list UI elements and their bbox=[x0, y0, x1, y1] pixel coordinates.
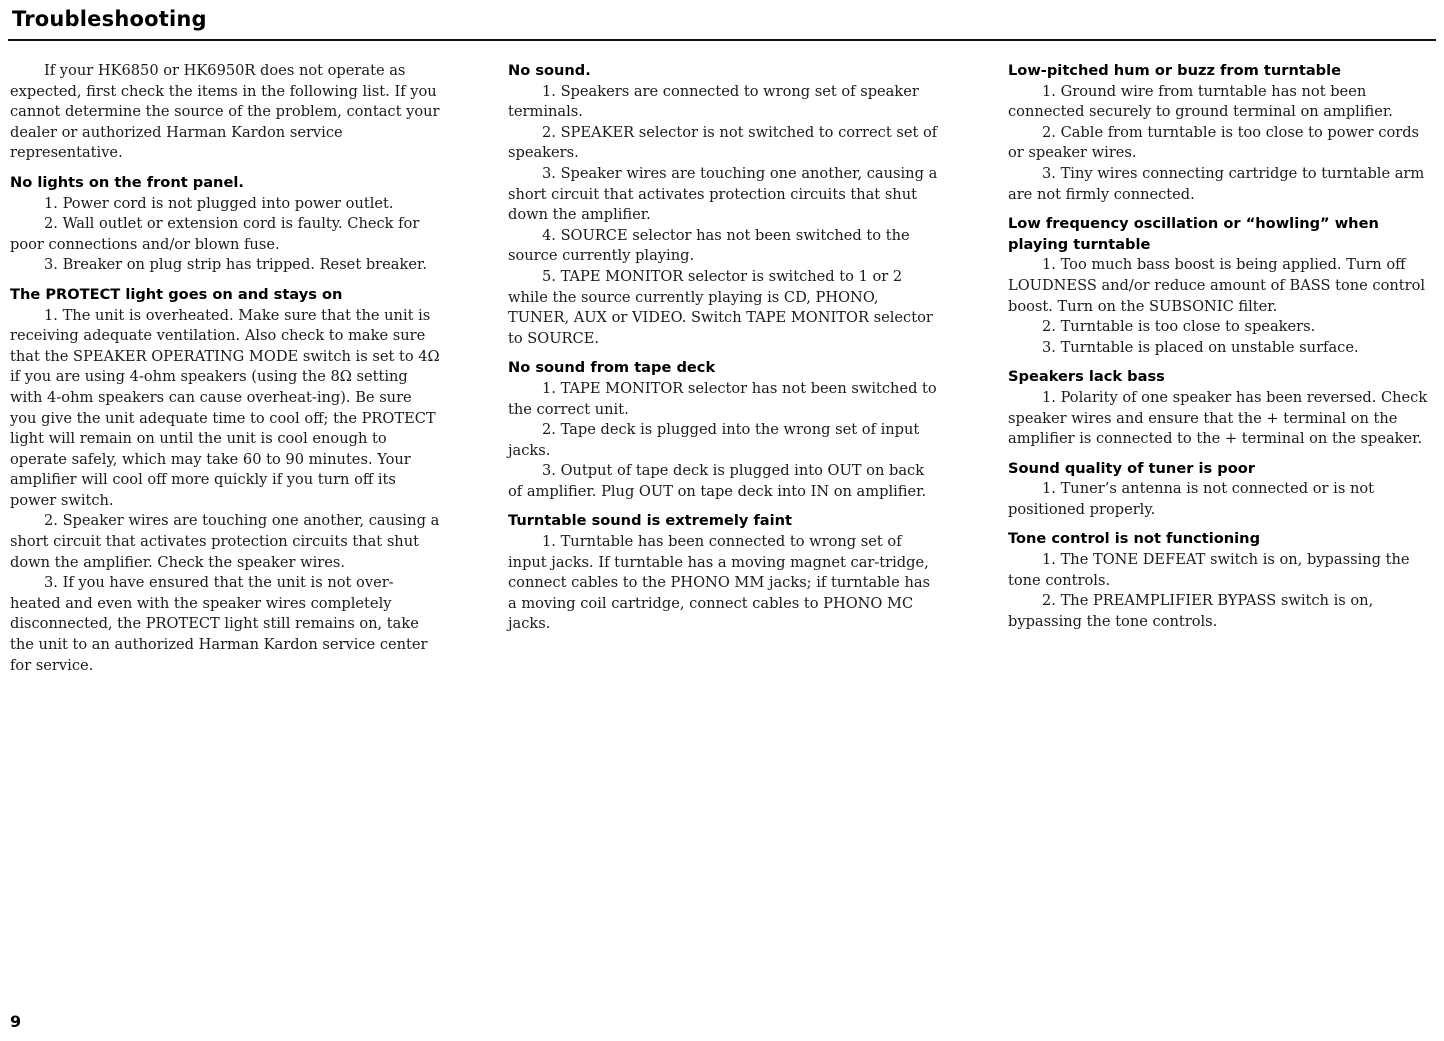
section-heading-protect-light: The PROTECT light goes on and stays on bbox=[10, 285, 343, 303]
list-item: 1. The unit is overheated. Make sure that the unit is receiving adequate ventilation. Also check to make sure that the SPEAKER OPERATING MODE switch is set to 4Ω if you are using 4-ohm speakers (using the 8Ω setting with 4-ohm speakers can cause overheat-ing). Be sure you give the unit adequate time to cool off; the PROTECT light will remain on until the unit is cool enough to operate safely, which may take 60 to 90 minutes. Your amplifier will cool off more quickly if you turn off its power switch. bbox=[10, 306, 440, 509]
list-item: 3. Tiny wires connecting cartridge to turntable arm are not firmly connected. bbox=[1008, 164, 1425, 203]
section-heading-hum-buzz: Low-pitched hum or buzz from turntable bbox=[1008, 62, 1342, 79]
list-item: 2. Turntable is too close to speakers. bbox=[1042, 318, 1316, 336]
intro-paragraph: If your HK6850 or HK6950R does not operate as expected, first check the items in the following list. If you cannot determine the source of the problem, contact your dealer or authorized Harman Kardon service representative. bbox=[10, 62, 440, 162]
list-item: 3. Breaker on plug strip has tripped. Reset breaker. bbox=[44, 256, 427, 274]
section-heading-lack-bass: Speakers lack bass bbox=[1008, 368, 1165, 386]
list-item: 1. Ground wire from turntable has not been connected securely to ground terminal on amplifier. bbox=[1008, 82, 1393, 121]
list-item: 1. Turntable has been connected to wrong set of input jacks. If turntable has a moving magnet car-tridge, connect cables to the PHONO MM jacks; if turntable has a moving coil cartridge, connect cables to PHONO MC jacks. bbox=[508, 533, 931, 633]
column-1 bbox=[10, 61, 442, 676]
list-item: 3. If you have ensured that the unit is not over-heated and even with the speaker wires completely disconnected, the PROTECT light still remains on, take the unit to an authorized Harman Kardon service center for service. bbox=[10, 574, 428, 674]
list-item: 1. Power cord is not plugged into power outlet. bbox=[44, 194, 394, 212]
section-heading-no-sound-tape: No sound from tape deck bbox=[508, 359, 716, 377]
title-divider bbox=[8, 39, 1436, 41]
section-heading-no-sound: No sound. bbox=[508, 62, 591, 79]
list-item: 3. Turntable is placed on unstable surface. bbox=[1042, 338, 1359, 356]
list-item: 1. Tuner’s antenna is not connected or is not positioned properly. bbox=[1008, 480, 1374, 518]
list-item: 2. The PREAMPLIFIER BYPASS switch is on, bypassing the tone controls. bbox=[1008, 592, 1374, 630]
column-2 bbox=[508, 61, 940, 635]
section-heading-howling: Low frequency oscillation or “howling” when playing turntable bbox=[1008, 215, 1379, 253]
list-item: 2. Cable from turntable is too close to power cords or speaker wires. bbox=[1008, 123, 1420, 162]
section-heading-turntable-faint: Turntable sound is extremely faint bbox=[508, 512, 793, 530]
list-item: 1. Too much bass boost is being applied. Turn off LOUDNESS and/or reduce amount of BASS tone control boost. Turn on the SUBSONIC filter. bbox=[1008, 256, 1426, 315]
list-item: 2. Wall outlet or extension cord is faulty. Check for poor connections and/or blown fuse. bbox=[10, 215, 420, 253]
page-title: Troubleshooting bbox=[12, 7, 207, 31]
list-item: 3. Output of tape deck is plugged into OUT on back of amplifier. Plug OUT on tape deck into IN on amplifier. bbox=[508, 462, 927, 500]
column-3 bbox=[1008, 61, 1434, 632]
list-item: 1. Polarity of one speaker has been reversed. Check speaker wires and ensure that the + terminal on the amplifier is connected to the + terminal on the speaker. bbox=[1008, 388, 1428, 448]
list-item: 1. TAPE MONITOR selector has not been switched to the correct unit. bbox=[508, 379, 937, 418]
list-item: 1. Speakers are connected to wrong set of speaker terminals. bbox=[508, 82, 919, 121]
list-item: 2. Speaker wires are touching one another, causing a short circuit that activates protection circuits that shut down the amplifier. Check the speaker wires. bbox=[10, 512, 440, 571]
section-heading-tone-control: Tone control is not functioning bbox=[1008, 530, 1261, 548]
list-item: 3. Speaker wires are touching one another, causing a short circuit that activates protection circuits that shut down the amplifier. bbox=[508, 164, 938, 224]
list-item: 1. The TONE DEFEAT switch is on, bypassing the tone controls. bbox=[1008, 551, 1410, 589]
page-number: 9 bbox=[10, 1012, 22, 1031]
list-item: 4. SOURCE selector has not been switched to the source currently playing. bbox=[508, 226, 910, 265]
list-item: 2. SPEAKER selector is not switched to correct set of speakers. bbox=[508, 123, 938, 162]
list-item: 2. Tape deck is plugged into the wrong set of input jacks. bbox=[508, 421, 920, 459]
section-heading-no-lights: No lights on the front panel. bbox=[10, 173, 244, 191]
section-heading-tuner-quality: Sound quality of tuner is poor bbox=[1008, 459, 1255, 477]
list-item: 5. TAPE MONITOR selector is switched to 1 or 2 while the source currently playing is CD, PHONO, TUNER, AUX or VIDEO. Switch TAPE MONITOR selector to SOURCE. bbox=[508, 267, 933, 347]
